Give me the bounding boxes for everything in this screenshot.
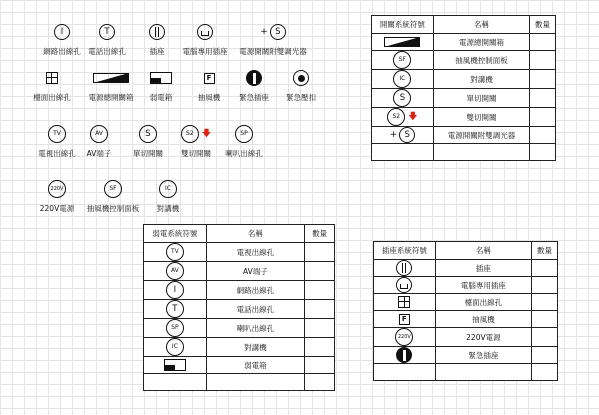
intercom-icon: IC bbox=[159, 180, 177, 198]
power-switch-box-icon bbox=[93, 73, 129, 83]
symbol-label: 抽風機 bbox=[197, 93, 221, 102]
weak-current-box-icon bbox=[150, 72, 172, 84]
fan-control-panel-icon: SF bbox=[393, 51, 411, 69]
symbol-dimmer-switch bbox=[240, 22, 306, 57]
table-row bbox=[144, 338, 335, 357]
row-name: 弱電箱 bbox=[206, 357, 304, 374]
av-terminal-icon: AV bbox=[166, 262, 184, 280]
row-qty bbox=[305, 338, 335, 357]
dimmer-switch-icon: S bbox=[399, 127, 415, 143]
symbol-label: 弱電箱 bbox=[149, 93, 173, 102]
computer-outlet-icon bbox=[197, 24, 213, 40]
table-row bbox=[144, 300, 335, 319]
table-row bbox=[372, 108, 556, 127]
plus-icon: + bbox=[389, 130, 398, 140]
row-qty bbox=[532, 311, 558, 328]
row-name: 檯面出線孔 bbox=[435, 294, 531, 311]
row-name: 220V電源 bbox=[435, 328, 531, 347]
symbol-label: 電源開關附雙調光器 bbox=[239, 47, 307, 56]
phone-outlet-icon: T bbox=[99, 24, 115, 40]
table-row bbox=[374, 311, 558, 328]
column-header-symbol: 開關系統符號 bbox=[372, 16, 434, 34]
table-row bbox=[144, 281, 335, 300]
outlet-icon bbox=[149, 24, 165, 40]
table-header-row bbox=[374, 242, 558, 260]
table-row bbox=[372, 127, 556, 144]
exhaust-fan-icon: F bbox=[204, 73, 215, 84]
row-qty bbox=[530, 127, 556, 144]
row-qty bbox=[305, 262, 335, 281]
row-name: 對講機 bbox=[206, 338, 304, 357]
empty-cell bbox=[433, 144, 529, 161]
floor-outlet-icon bbox=[398, 296, 410, 308]
row-qty bbox=[305, 300, 335, 319]
speaker-outlet-icon: SP bbox=[166, 319, 184, 337]
tv-outlet-icon: TV bbox=[48, 125, 66, 143]
row-qty bbox=[305, 319, 335, 338]
empty-cell bbox=[374, 364, 436, 381]
computer-outlet-icon bbox=[396, 277, 412, 293]
table-row bbox=[374, 294, 558, 311]
symbol-label: 電腦專用插座 bbox=[182, 47, 228, 56]
intercom-icon: IC bbox=[166, 338, 184, 356]
symbol-label: 網路出線孔 bbox=[43, 47, 81, 56]
table-row bbox=[144, 374, 335, 391]
column-header-symbol: 弱電系統符號 bbox=[144, 225, 207, 243]
row-qty bbox=[532, 277, 558, 294]
row-qty bbox=[530, 51, 556, 70]
empty-cell bbox=[144, 374, 207, 391]
double-switch-icon: S2 bbox=[387, 108, 405, 126]
exhaust-fan-icon: F bbox=[399, 314, 410, 325]
empty-cell bbox=[532, 364, 558, 381]
table-row bbox=[372, 144, 556, 161]
plus-icon: + bbox=[260, 27, 268, 37]
column-header-name: 名稱 bbox=[206, 225, 304, 243]
column-header-name: 名稱 bbox=[433, 16, 529, 34]
symbol-label: 喇叭出線孔 bbox=[225, 149, 263, 158]
220v-power-icon: 220V bbox=[395, 328, 413, 346]
row-name: 電腦專用插座 bbox=[435, 277, 531, 294]
table-row bbox=[372, 89, 556, 108]
column-header-qty: 數量 bbox=[532, 242, 558, 260]
table-row bbox=[144, 357, 335, 374]
table-row bbox=[374, 347, 558, 364]
emergency-outlet-icon bbox=[246, 70, 262, 86]
row-name: 電話出線孔 bbox=[206, 300, 304, 319]
symbol-floor-outlet bbox=[19, 68, 85, 103]
switch-system-table bbox=[371, 15, 556, 161]
row-name: 電視出線孔 bbox=[206, 243, 304, 262]
row-qty bbox=[532, 260, 558, 277]
symbol-label: AV端子 bbox=[86, 149, 112, 158]
symbol-label: 220V電源 bbox=[39, 204, 75, 213]
weak-current-system-table bbox=[143, 224, 335, 391]
emergency-button-icon bbox=[293, 70, 309, 86]
table-row bbox=[372, 70, 556, 89]
column-header-qty: 數量 bbox=[305, 225, 335, 243]
floor-outlet-icon bbox=[46, 72, 58, 84]
symbol-label: 抽風機控制面板 bbox=[86, 204, 140, 213]
outlet-system-table bbox=[373, 241, 558, 381]
symbol-label: 電視出線孔 bbox=[38, 149, 76, 158]
emergency-outlet-icon bbox=[396, 347, 412, 363]
table-row bbox=[372, 51, 556, 70]
symbol-label: 電源總開關箱 bbox=[88, 93, 134, 102]
arrow-down-icon: 🡇 bbox=[408, 112, 418, 122]
symbol-label: 對講機 bbox=[156, 204, 180, 213]
row-qty bbox=[530, 70, 556, 89]
symbol-computer-outlet bbox=[172, 22, 238, 57]
symbol-label: 檯面出線孔 bbox=[33, 93, 71, 102]
table-row bbox=[144, 262, 335, 281]
row-name: 對講機 bbox=[433, 70, 529, 89]
row-name: 喇叭出線孔 bbox=[206, 319, 304, 338]
symbol-label: 緊急插座 bbox=[239, 93, 269, 102]
single-switch-icon: S bbox=[139, 125, 157, 143]
row-name: 電源總開關箱 bbox=[433, 34, 529, 51]
weak-current-box-icon bbox=[164, 359, 186, 371]
row-qty bbox=[532, 328, 558, 347]
row-qty bbox=[305, 281, 335, 300]
row-qty bbox=[305, 357, 335, 374]
row-name: 插座 bbox=[435, 260, 531, 277]
single-switch-icon: S bbox=[393, 89, 411, 107]
symbol-label: 插座 bbox=[149, 47, 165, 56]
table-row bbox=[374, 260, 558, 277]
table-header-row bbox=[144, 225, 335, 243]
symbol-intercom bbox=[135, 179, 201, 214]
empty-cell bbox=[206, 374, 304, 391]
intercom-icon: IC bbox=[393, 70, 411, 88]
220v-power-icon: 220V bbox=[48, 180, 66, 198]
table-row bbox=[372, 34, 556, 51]
symbol-label: 電話出線孔 bbox=[88, 47, 126, 56]
table-row bbox=[144, 243, 335, 262]
row-name: 電源開關附雙調光器 bbox=[433, 127, 529, 144]
dimmer-switch-icon: S bbox=[270, 24, 286, 40]
symbol-speaker-outlet bbox=[211, 124, 277, 159]
power-switch-box-icon bbox=[384, 37, 420, 47]
column-header-name: 名稱 bbox=[435, 242, 531, 260]
row-qty bbox=[532, 294, 558, 311]
speaker-outlet-icon: SP bbox=[235, 125, 253, 143]
empty-cell bbox=[305, 374, 335, 391]
row-name: 雙切開關 bbox=[433, 108, 529, 127]
network-outlet-icon: I bbox=[166, 281, 184, 299]
column-header-qty: 數量 bbox=[530, 16, 556, 34]
tv-outlet-icon: TV bbox=[166, 243, 184, 261]
double-switch-icon: S2 bbox=[181, 125, 199, 143]
fan-control-panel-icon: SF bbox=[104, 180, 122, 198]
table-header-row bbox=[372, 16, 556, 34]
row-qty bbox=[530, 89, 556, 108]
table-row bbox=[144, 319, 335, 338]
row-qty bbox=[305, 243, 335, 262]
network-outlet-icon: I bbox=[54, 24, 70, 40]
symbol-label: 緊急壓扣 bbox=[286, 93, 316, 102]
symbol-label: 雙切開關 bbox=[181, 149, 211, 158]
row-name: 抽風機控制面板 bbox=[433, 51, 529, 70]
row-name: 單切開關 bbox=[433, 89, 529, 108]
empty-cell bbox=[530, 144, 556, 161]
row-qty bbox=[530, 34, 556, 51]
arrow-down-icon: 🡇 bbox=[201, 129, 212, 139]
row-qty bbox=[532, 347, 558, 364]
symbol-emergency-button bbox=[268, 68, 334, 103]
phone-outlet-icon: T bbox=[166, 300, 184, 318]
table-row bbox=[374, 277, 558, 294]
outlet-icon bbox=[396, 260, 412, 276]
table-row bbox=[374, 328, 558, 347]
row-qty bbox=[530, 108, 556, 127]
empty-cell bbox=[435, 364, 531, 381]
column-header-symbol: 插座系統符號 bbox=[374, 242, 436, 260]
row-name: 緊急插座 bbox=[435, 347, 531, 364]
row-name: 抽風機 bbox=[435, 311, 531, 328]
row-name: 網路出線孔 bbox=[206, 281, 304, 300]
empty-cell bbox=[372, 144, 434, 161]
av-terminal-icon: AV bbox=[90, 125, 108, 143]
symbol-label: 單切開關 bbox=[133, 149, 163, 158]
table-row bbox=[374, 364, 558, 381]
row-name: AV端子 bbox=[206, 262, 304, 281]
